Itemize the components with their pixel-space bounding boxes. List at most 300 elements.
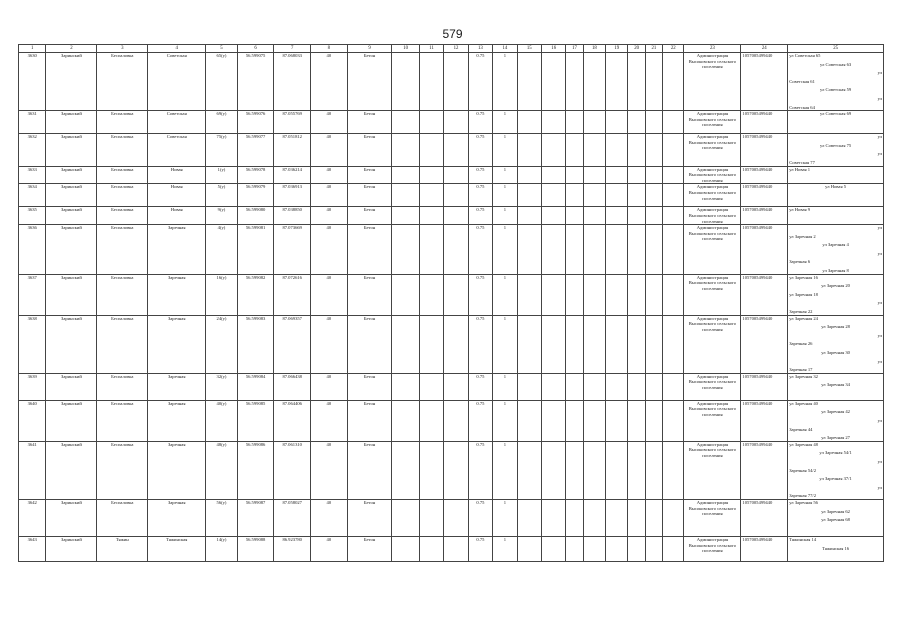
empty-cell [583, 111, 605, 134]
house-cell: 9(у) [206, 207, 238, 225]
empty-cell [392, 441, 419, 499]
empty-cell [392, 184, 419, 207]
served-addresses-cell [788, 134, 884, 166]
empty-cell [583, 536, 605, 561]
count-cell: 1 [493, 536, 517, 561]
street-cell: Новая [148, 184, 206, 207]
empty-cell [645, 373, 662, 400]
address-line: Советская 64 [789, 104, 815, 110]
house-cell: 32(у) [206, 373, 238, 400]
empty-cell [645, 536, 662, 561]
owner-cell: Администрация Высоковского сельского поселения [684, 274, 741, 315]
locality-cell: Беспаловка [97, 111, 148, 134]
served-addresses-cell [788, 184, 884, 207]
empty-cell [444, 134, 468, 166]
empty-cell [606, 111, 628, 134]
area-cell: 40 [311, 53, 348, 111]
empty-cell [419, 53, 443, 111]
count-cell: 1 [493, 134, 517, 166]
empty-cell [583, 207, 605, 225]
empty-cell [606, 53, 628, 111]
empty-cell [583, 499, 605, 536]
empty-cell [566, 134, 583, 166]
empty-cell [392, 53, 419, 111]
address-line: ул [877, 458, 882, 464]
count-cell: 1 [493, 400, 517, 441]
empty-cell [419, 400, 443, 441]
table-row [19, 184, 884, 207]
address-line: Заречная 77/2 [789, 493, 816, 499]
empty-cell [663, 207, 684, 225]
area-cell: 40 [311, 184, 348, 207]
count-cell: 1 [493, 315, 517, 373]
empty-cell [541, 499, 565, 536]
empty-cell [419, 499, 443, 536]
empty-cell [583, 315, 605, 373]
ogrn-cell: 1057005499440 [741, 134, 788, 166]
address-line: ул Советская 75 [819, 142, 852, 148]
empty-cell [663, 499, 684, 536]
volume-cell: 0.75 [468, 53, 492, 111]
count-cell: 1 [493, 441, 517, 499]
row-number: 3634 [19, 184, 46, 207]
column-header: 1 [19, 45, 46, 53]
longitude-cell: 87.055769 [274, 111, 311, 134]
row-number: 3635 [19, 207, 46, 225]
locality-cell: Беспаловка [97, 315, 148, 373]
ogrn-cell: 1057005499440 [741, 499, 788, 536]
district-cell: Заринский [46, 166, 97, 184]
empty-cell [663, 184, 684, 207]
street-cell: Советская [148, 111, 206, 134]
empty-cell [392, 315, 419, 373]
empty-cell [645, 53, 662, 111]
volume-cell: 0.75 [468, 441, 492, 499]
locality-cell: Беспаловка [97, 400, 148, 441]
locality-cell: Беспаловка [97, 225, 148, 275]
area-cell: 40 [311, 499, 348, 536]
owner-cell: Администрация Высоковского сельского поселения [684, 315, 741, 373]
street-cell: Заречная [148, 225, 206, 275]
owner-cell: Администрация Высоковского сельского поселения [684, 400, 741, 441]
registry-table [18, 44, 884, 562]
street-cell: Заречная [148, 441, 206, 499]
empty-cell [444, 441, 468, 499]
area-cell: 40 [311, 111, 348, 134]
empty-cell [517, 400, 541, 441]
empty-cell [645, 315, 662, 373]
empty-cell [517, 53, 541, 111]
empty-cell [541, 441, 565, 499]
ogrn-cell: 1057005499440 [741, 373, 788, 400]
empty-cell [606, 166, 628, 184]
served-addresses-cell [788, 111, 884, 134]
material-cell: Бетон [347, 373, 392, 400]
column-header: 9 [347, 45, 392, 53]
address-line: ул Новая 9 [789, 207, 811, 213]
owner-cell: Администрация Высоковского сельского поселения [684, 225, 741, 275]
empty-cell [444, 400, 468, 441]
longitude-cell: 87.038850 [274, 207, 311, 225]
column-header: 4 [148, 45, 206, 53]
address-line: ул Заречная 54/1 [819, 450, 852, 456]
empty-cell [392, 111, 419, 134]
locality-cell: Тяжин [97, 536, 148, 561]
empty-cell [392, 274, 419, 315]
empty-cell [645, 274, 662, 315]
latitude-cell: 56.599085 [237, 400, 274, 441]
empty-cell [566, 184, 583, 207]
empty-cell [419, 536, 443, 561]
owner-cell: Администрация Высоковского сельского поселения [684, 134, 741, 166]
street-cell: Заречная [148, 373, 206, 400]
empty-cell [645, 207, 662, 225]
empty-cell [541, 225, 565, 275]
empty-cell [419, 373, 443, 400]
district-cell: Заринский [46, 499, 97, 536]
empty-cell [444, 536, 468, 561]
area-cell: 40 [311, 373, 348, 400]
material-cell: Бетон [347, 499, 392, 536]
volume-cell: 0.75 [468, 373, 492, 400]
empty-cell [541, 315, 565, 373]
table-row [19, 225, 884, 275]
count-cell: 1 [493, 207, 517, 225]
column-header: 16 [541, 45, 565, 53]
empty-cell [606, 536, 628, 561]
empty-cell [645, 225, 662, 275]
district-cell: Заринский [46, 134, 97, 166]
empty-cell [628, 441, 645, 499]
empty-cell [517, 315, 541, 373]
district-cell: Заринский [46, 225, 97, 275]
empty-cell [392, 207, 419, 225]
column-header: 14 [493, 45, 517, 53]
ogrn-cell: 1057005499440 [741, 274, 788, 315]
area-cell: 40 [311, 400, 348, 441]
ogrn-cell: 1057005499440 [741, 400, 788, 441]
ogrn-cell: 1057005499440 [741, 53, 788, 111]
empty-cell [444, 499, 468, 536]
empty-cell [663, 441, 684, 499]
address-line: ул Заречная 2 [789, 233, 816, 239]
empty-cell [663, 274, 684, 315]
address-line: ул Заречная 16 [789, 274, 818, 280]
column-header: 19 [606, 45, 628, 53]
empty-cell [541, 207, 565, 225]
row-number: 3643 [19, 536, 46, 561]
address-line: Заречная 6 [789, 259, 811, 265]
column-header: 10 [392, 45, 419, 53]
material-cell: Бетон [347, 274, 392, 315]
row-number: 3638 [19, 315, 46, 373]
latitude-cell: 56.599083 [237, 315, 274, 373]
address-line: ул Заречная 4 [822, 242, 849, 248]
volume-cell: 0.75 [468, 315, 492, 373]
area-cell: 40 [311, 536, 348, 561]
empty-cell [392, 134, 419, 166]
empty-cell [517, 536, 541, 561]
empty-cell [566, 207, 583, 225]
volume-cell: 0.75 [468, 499, 492, 536]
empty-cell [517, 499, 541, 536]
ogrn-cell: 1057005499440 [741, 207, 788, 225]
address-line: Заречная 17 [789, 367, 813, 373]
empty-cell [645, 441, 662, 499]
column-header: 7 [274, 45, 311, 53]
count-cell: 1 [493, 166, 517, 184]
empty-cell [583, 166, 605, 184]
address-line: ул Заречная 37/1 [819, 476, 852, 482]
address-line: Заречная 44 [789, 426, 813, 432]
address-line: ул [877, 70, 882, 76]
empty-cell [444, 373, 468, 400]
address-line: Заречная 22 [789, 309, 813, 315]
longitude-cell: 87.036913 [274, 184, 311, 207]
empty-cell [628, 499, 645, 536]
column-header: 12 [444, 45, 468, 53]
column-header: 6 [237, 45, 274, 53]
district-cell: Заринский [46, 274, 97, 315]
column-header: 22 [663, 45, 684, 53]
empty-cell [566, 499, 583, 536]
latitude-cell: 56.599076 [237, 111, 274, 134]
empty-cell [566, 400, 583, 441]
count-cell: 1 [493, 111, 517, 134]
empty-cell [517, 274, 541, 315]
area-cell: 40 [311, 315, 348, 373]
empty-cell [541, 400, 565, 441]
empty-cell [541, 166, 565, 184]
empty-cell [517, 184, 541, 207]
address-line: ул Заречная 62 [821, 508, 850, 514]
empty-cell [663, 400, 684, 441]
table-row [19, 441, 884, 499]
address-line: Тяжинская 14 [789, 536, 817, 542]
served-addresses-cell [788, 53, 884, 111]
count-cell: 1 [493, 274, 517, 315]
owner-cell: Администрация Высоковского сельского поселения [684, 166, 741, 184]
count-cell: 1 [493, 225, 517, 275]
house-cell: 65(у) [206, 53, 238, 111]
count-cell: 1 [493, 373, 517, 400]
longitude-cell: 87.068033 [274, 53, 311, 111]
row-number: 3636 [19, 225, 46, 275]
area-cell: 40 [311, 134, 348, 166]
empty-cell [628, 111, 645, 134]
district-cell: Заринский [46, 207, 97, 225]
empty-cell [517, 441, 541, 499]
count-cell: 1 [493, 53, 517, 111]
table-row [19, 536, 884, 561]
empty-cell [628, 225, 645, 275]
address-line: ул Новая 5 [825, 184, 847, 190]
empty-cell [628, 400, 645, 441]
volume-cell: 0.75 [468, 184, 492, 207]
row-number: 3630 [19, 53, 46, 111]
empty-cell [541, 111, 565, 134]
empty-cell [444, 166, 468, 184]
table-row [19, 134, 884, 166]
address-line: ул [877, 484, 882, 490]
column-header: 25 [788, 45, 884, 53]
volume-cell: 0.75 [468, 207, 492, 225]
table-row [19, 274, 884, 315]
empty-cell [392, 536, 419, 561]
empty-cell [541, 536, 565, 561]
area-cell: 40 [311, 225, 348, 275]
row-number: 3640 [19, 400, 46, 441]
ogrn-cell: 1057005499440 [741, 225, 788, 275]
empty-cell [583, 274, 605, 315]
latitude-cell: 56.599080 [237, 207, 274, 225]
empty-cell [663, 373, 684, 400]
count-cell: 1 [493, 499, 517, 536]
address-line: ул [877, 332, 882, 338]
empty-cell [541, 274, 565, 315]
empty-cell [663, 111, 684, 134]
address-line: ул [877, 250, 882, 256]
column-header: 5 [206, 45, 238, 53]
empty-cell [606, 400, 628, 441]
ogrn-cell: 1057005499440 [741, 184, 788, 207]
address-line: ул Советская 59 [819, 87, 852, 93]
house-cell: 40(у) [206, 400, 238, 441]
owner-cell: Администрация Высоковского сельского поселения [684, 53, 741, 111]
column-header: 17 [566, 45, 583, 53]
empty-cell [606, 441, 628, 499]
latitude-cell: 56.599086 [237, 441, 274, 499]
empty-cell [628, 184, 645, 207]
table-row [19, 315, 884, 373]
locality-cell: Беспаловка [97, 134, 148, 166]
column-header: 13 [468, 45, 492, 53]
longitude-cell: 87.066438 [274, 373, 311, 400]
address-line: ул [877, 151, 882, 157]
row-number: 3633 [19, 166, 46, 184]
served-addresses-cell [788, 274, 884, 315]
address-line: Заречная 26 [789, 341, 813, 347]
longitude-cell: 87.069357 [274, 315, 311, 373]
street-cell: Новая [148, 166, 206, 184]
table-row [19, 373, 884, 400]
empty-cell [645, 134, 662, 166]
district-cell: Заринский [46, 111, 97, 134]
address-line: ул Заречная 56 [789, 499, 818, 505]
longitude-cell: 86.923780 [274, 536, 311, 561]
material-cell: Бетон [347, 53, 392, 111]
empty-cell [566, 315, 583, 373]
volume-cell: 0.75 [468, 225, 492, 275]
empty-cell [566, 441, 583, 499]
empty-cell [444, 315, 468, 373]
empty-cell [663, 53, 684, 111]
locality-cell: Беспаловка [97, 499, 148, 536]
empty-cell [645, 111, 662, 134]
owner-cell: Администрация Высоковского сельского поселения [684, 441, 741, 499]
page-number: 579 [442, 27, 463, 41]
served-addresses-cell [788, 499, 884, 536]
district-cell: Заринский [46, 441, 97, 499]
volume-cell: 0.75 [468, 536, 492, 561]
material-cell: Бетон [347, 207, 392, 225]
row-number: 3631 [19, 111, 46, 134]
longitude-cell: 87.061310 [274, 441, 311, 499]
house-cell: 14(у) [206, 536, 238, 561]
empty-cell [392, 225, 419, 275]
owner-cell: Администрация Высоковского сельского поселения [684, 111, 741, 134]
owner-cell: Администрация Высоковского сельского поселения [684, 207, 741, 225]
address-line: ул [877, 134, 882, 140]
address-line: ул Заречная 28 [821, 324, 850, 330]
address-line: Советская 61 [789, 78, 815, 84]
area-cell: 40 [311, 441, 348, 499]
house-cell: 1(у) [206, 166, 238, 184]
empty-cell [628, 134, 645, 166]
row-number: 3632 [19, 134, 46, 166]
ogrn-cell: 1057005499440 [741, 441, 788, 499]
column-header: 18 [583, 45, 605, 53]
locality-cell: Беспаловка [97, 441, 148, 499]
street-cell: Заречная [148, 315, 206, 373]
address-line: Тяжинская 16 [822, 545, 850, 551]
empty-cell [566, 536, 583, 561]
served-addresses-cell [788, 166, 884, 184]
material-cell: Бетон [347, 134, 392, 166]
empty-cell [663, 536, 684, 561]
material-cell: Бетон [347, 184, 392, 207]
material-cell: Бетон [347, 315, 392, 373]
empty-cell [444, 53, 468, 111]
owner-cell: Администрация Высоковского сельского поселения [684, 536, 741, 561]
district-cell: Заринский [46, 315, 97, 373]
empty-cell [419, 166, 443, 184]
street-cell: Советская [148, 134, 206, 166]
empty-cell [566, 274, 583, 315]
district-cell: Заринский [46, 400, 97, 441]
empty-cell [628, 207, 645, 225]
area-cell: 40 [311, 207, 348, 225]
volume-cell: 0.75 [468, 134, 492, 166]
address-line: ул Заречная 24 [789, 315, 818, 321]
table-row [19, 499, 884, 536]
empty-cell [583, 373, 605, 400]
column-header: 2 [46, 45, 97, 53]
latitude-cell: 56.599087 [237, 499, 274, 536]
empty-cell [628, 274, 645, 315]
served-addresses-cell [788, 225, 884, 275]
empty-cell [628, 373, 645, 400]
district-cell: Заринский [46, 184, 97, 207]
column-header: 3 [97, 45, 148, 53]
address-line: ул Советская 69 [819, 111, 852, 117]
volume-cell: 0.75 [468, 166, 492, 184]
empty-cell [663, 225, 684, 275]
empty-cell [444, 184, 468, 207]
ogrn-cell: 1057005499440 [741, 536, 788, 561]
longitude-cell: 87.036214 [274, 166, 311, 184]
area-cell: 40 [311, 166, 348, 184]
empty-cell [606, 499, 628, 536]
empty-cell [444, 225, 468, 275]
empty-cell [606, 373, 628, 400]
column-header: 20 [628, 45, 645, 53]
table-row [19, 207, 884, 225]
longitude-cell: 87.058027 [274, 499, 311, 536]
empty-cell [566, 166, 583, 184]
material-cell: Бетон [347, 400, 392, 441]
empty-cell [566, 225, 583, 275]
